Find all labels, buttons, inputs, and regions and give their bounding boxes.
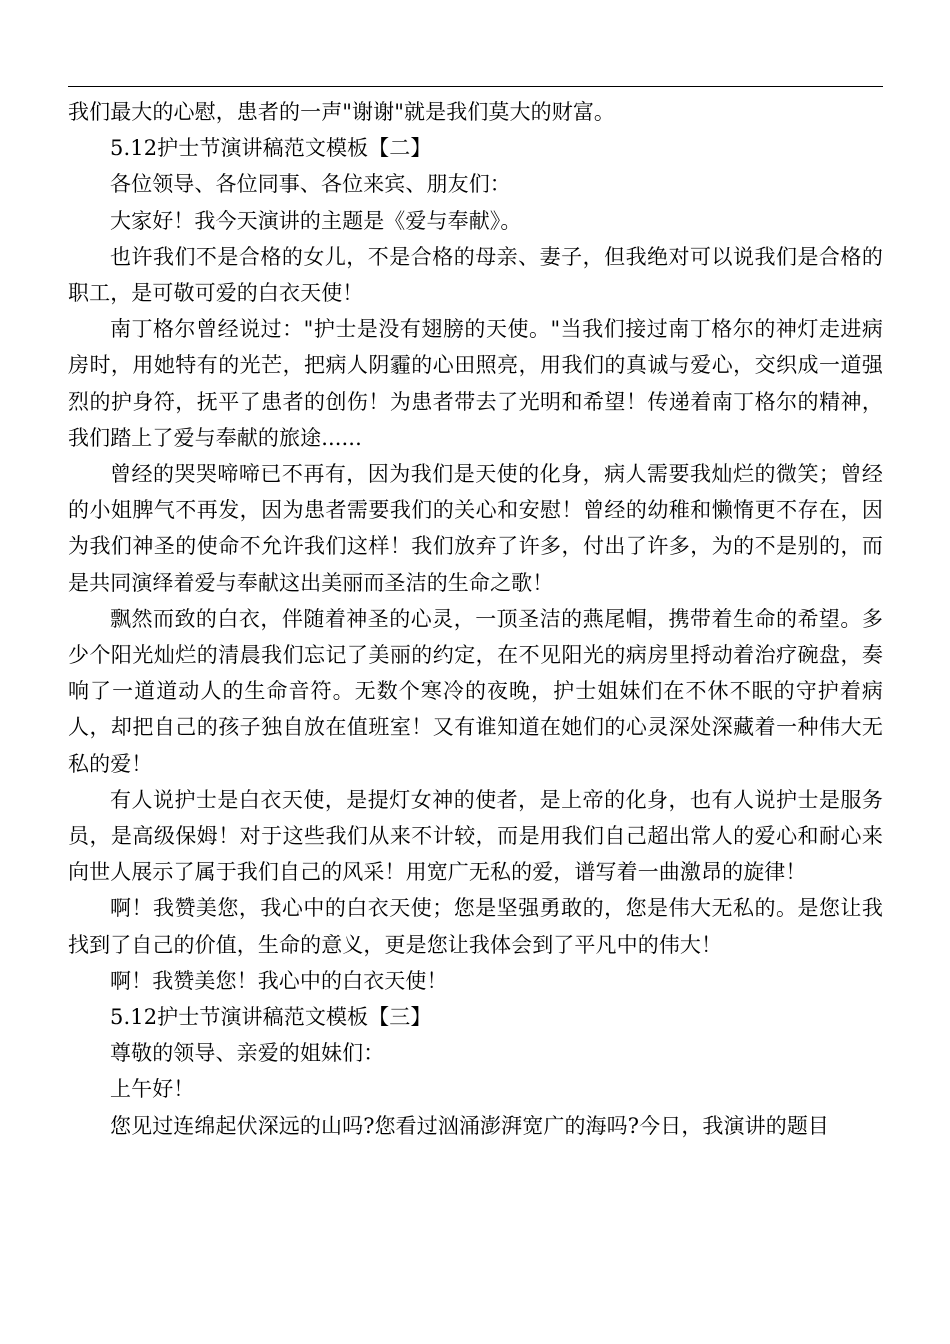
document-body [68, 94, 883, 1144]
paragraph: 飘然而致的白衣，伴随着神圣的心灵，一顶圣洁的燕尾帽，携带着生命的希望。多少个阳光灿烂的清晨我们忘记了美丽的约定，在不见阳光的病房里捋动着治疗碗盘，奏响了一道道动人的生命音符。无数个寒冷的夜晚，护士姐妹们在不休不眠的守护着病人，却把自己的孩子独自放在值班室！又有谁知道在她们的心灵深处深藏着一种伟大无私的爱！ [68, 606, 883, 776]
greeting: 大家好！我今天演讲的主题是《爱与奉献》。 [110, 208, 522, 233]
paragraph: 曾经的哭哭啼啼已不再有，因为我们是天使的化身，病人需要我灿烂的微笑；曾经的小姐脾气不再发，因为患者需要我们的关心和安慰！曾经的幼稚和懒惰更不存在，因为我们神圣的使命不允许我们这样！我们放弃了许多，付出了许多，为的不是别的，而是共同演绎着爱与奉献这出美丽而圣洁的生命之歌！ [68, 462, 883, 595]
paragraph-closing-line: 我们最大的心慰，患者的一声"谢谢"就是我们莫大的财富。 [68, 100, 616, 124]
paragraph: 有人说护士是白衣天使，是提灯女神的使者，是上帝的化身，也有人说护士是服务员，是高级保姆！对于这些我们从来不计较，而是用我们自己超出常人的爱心和耐心来向世人展示了属于我们自己的风采！用宽广无私的爱，谱写着一曲激昂的旋律！ [68, 787, 883, 885]
salutation: 尊敬的领导、亲爱的姐妹们： [110, 1041, 385, 1066]
paragraph: 也许我们不是合格的女儿，不是合格的母亲、妻子，但我绝对可以说我们是合格的职工，是可敬可爱的白衣天使！ [68, 244, 883, 306]
greeting: 上午好！ [110, 1077, 195, 1102]
paragraph: 啊！我赞美您，我心中的白衣天使；您是坚强勇敢的，您是伟大无私的。是您让我找到了自己的价值，生命的意义，更是您让我体会到了平凡中的伟大！ [68, 896, 883, 957]
section-heading-two: 5.12护士节演讲稿范文模板【二】 [110, 136, 432, 161]
paragraph: 南丁格尔曾经说过："护士是没有翅膀的天使。"当我们接过南丁格尔的神灯走进病房时，用她特有的光芒，把病人阴霾的心田照亮，用我们的真诚与爱心，交织成一道强烈的护身符，抚平了患者的创伤！为患者带去了光明和希望！传递着南丁格尔的精神，我们踏上了爱与奉献的旅途...... [68, 317, 883, 450]
paragraph: 您见过连绵起伏深远的山吗?您看过汹涌澎湃宽广的海吗?今日，我演讲的题目 [110, 1113, 830, 1138]
header-rule [68, 86, 883, 87]
section-heading-three: 5.12护士节演讲稿范文模板【三】 [110, 1005, 432, 1030]
paragraph: 啊！我赞美您！我心中的白衣天使！ [110, 968, 448, 993]
salutation: 各位领导、各位同事、各位来宾、朋友们： [110, 172, 511, 197]
